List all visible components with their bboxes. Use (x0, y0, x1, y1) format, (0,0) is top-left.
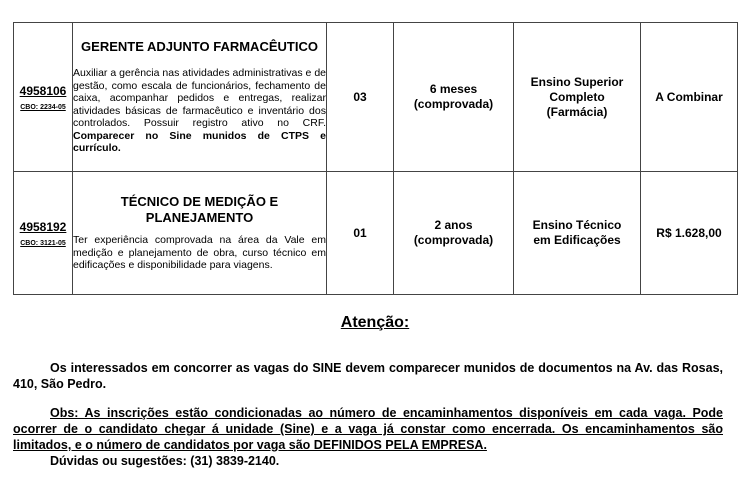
job-title: GERENTE ADJUNTO FARMACÊUTICO (81, 39, 318, 55)
job-title-line: PLANEJAMENTO (145, 210, 254, 226)
notice-paragraph: Os interessados em concorrer as vagas do SINE devem comparecer munidos de documentos na Av. das Rosas, 410, São Pedro. (13, 361, 723, 391)
vacancies-count: 01 (353, 225, 367, 240)
notice-observation: Obs: As inscrições estão condicionadas ao número de encaminhamentos disponíveis em cada vaga. Pode ocorrer de o candidato chegar á unidade (Sine) e a vaga já constar como encerrada. Os encaminhamentos são limitados, e o número de candidatos por vaga são DEFINIDOS PELA EMPRESA. (13, 406, 723, 452)
education-cell (514, 172, 641, 295)
education-line: Ensino Superior (530, 74, 624, 89)
job-code: 4958192 (19, 219, 67, 234)
job-code-cell (14, 23, 73, 172)
salary-cell (641, 172, 738, 295)
job-listings-table (13, 22, 738, 295)
education-line: em Edificações (533, 233, 621, 247)
salary-value: A Combinar (655, 89, 723, 104)
cbo-code: CBO: 2234-05 (20, 103, 66, 111)
job-description: Ter experiência comprovada na área da Vale em medição e planejamento de obra, curso técnico em edificações e disponibilidade para viagens. (73, 234, 326, 272)
notice-title: Atenção: (340, 314, 410, 331)
experience-note: (comprovada) (413, 233, 494, 247)
education-cell (514, 23, 641, 172)
vacancies-cell (327, 172, 394, 295)
salary-value: R$ 1.628,00 (656, 225, 722, 240)
job-title-line: TÉCNICO DE MEDIÇÃO E (120, 194, 279, 210)
experience-duration: 6 meses (429, 82, 478, 96)
experience-cell (394, 23, 514, 172)
salary-cell (641, 23, 738, 172)
job-description-note: Comparecer no Sine munidos de CTPS e currículo. (73, 129, 326, 155)
job-description-cell (73, 23, 327, 172)
job-description-cell (73, 172, 327, 295)
job-code: 4958106 (19, 83, 67, 98)
education-line: (Farmácia) (546, 104, 608, 119)
cbo-code: CBO: 3121-05 (20, 239, 66, 247)
vacancies-count: 03 (353, 89, 367, 104)
experience-cell (394, 172, 514, 295)
job-description-text: Auxiliar a gerência nas atividades administrativas e de gestão, como escala de funcionários, fechamento de caixa, acompanhar pedidos e entregas, realizar atividades básicas de farmacêutico e inventário dos controlados. Possuir registro ativo no CRF. (73, 67, 326, 130)
contact-info: Dúvidas ou sugestões: (31) 3839-2140. (50, 454, 280, 468)
experience-duration: 2 anos (434, 218, 473, 232)
job-description (73, 67, 326, 155)
vacancies-cell (327, 23, 394, 172)
table-row (14, 172, 738, 295)
education-line: Completo (549, 89, 605, 104)
job-code-cell (14, 172, 73, 295)
table-row (14, 23, 738, 172)
job-title (73, 194, 326, 226)
education-line: Ensino Técnico (532, 218, 622, 232)
experience-note: (comprovada) (413, 97, 494, 111)
